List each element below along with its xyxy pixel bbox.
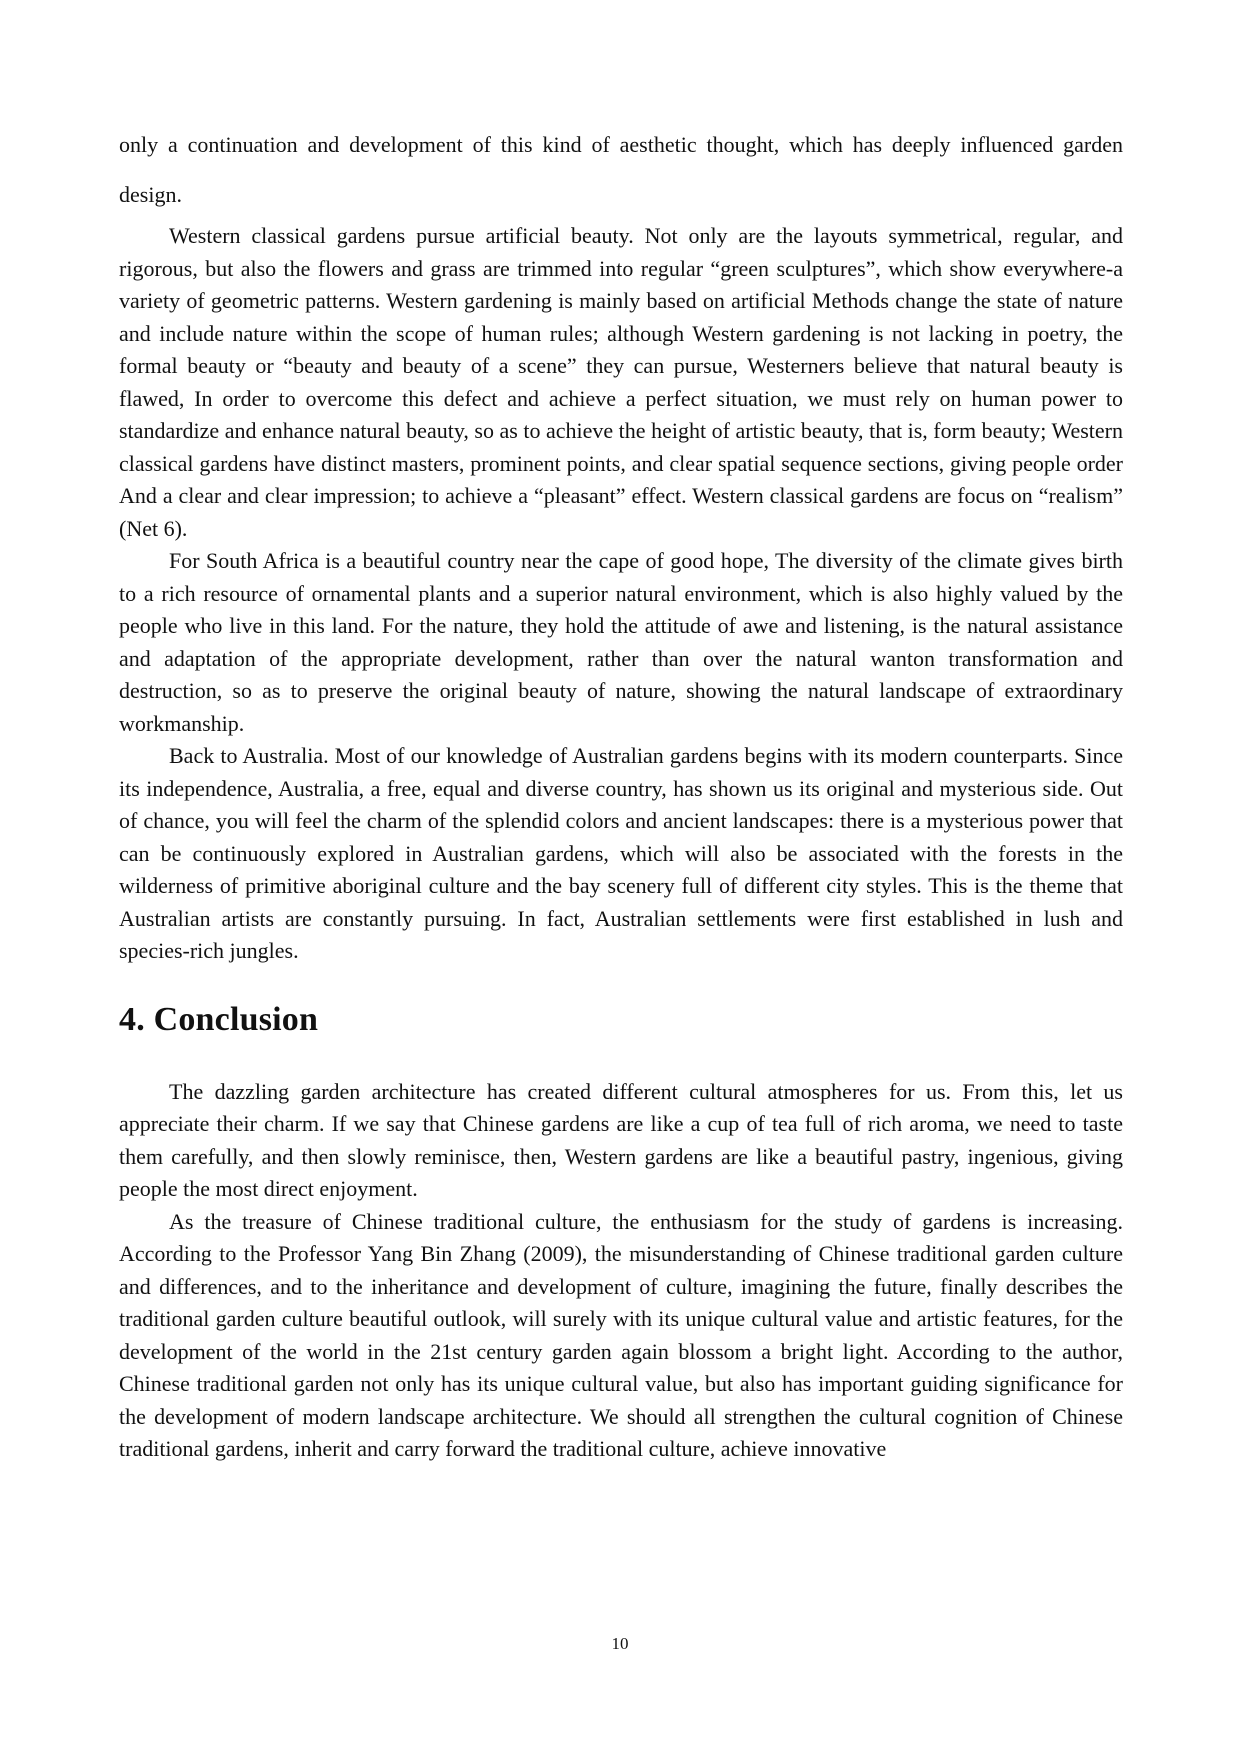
page-content — [119, 126, 1123, 1466]
section-heading-conclusion: 4. Conclusion — [119, 1000, 319, 1038]
paragraph-conclusion-intro: The dazzling garden architecture has created different cultural atmospheres for us. From this, let us appreciate their charm. If we say that Chinese gardens are like a cup of tea full of rich aroma, we need to taste them carefully, and then slowly reminisce, then, Western gardens are like a beautiful pastry, ingenious, giving people the most direct enjoyment. — [119, 1078, 1123, 1201]
paragraph-south-africa: For South Africa is a beautiful country near the cape of good hope, The diversity of the climate gives birth to a rich resource of ornamental plants and a superior natural environment, which is also highly valued by the people who live in this land. For the nature, they hold the attitude of awe and listening, is the natural assistance and adaptation of the appropriate development, rather than over the natural wanton transformation and destruction, so as to preserve the original beauty of nature, showing the natural landscape of extraordinary workmanship. — [119, 548, 1123, 736]
page-number: 10 — [611, 1634, 629, 1653]
paragraph-western-gardens: Western classical gardens pursue artificial beauty. Not only are the layouts symmetrical, regular, and rigorous, but also the flowers and grass are trimmed into regular “green sculptures”, which show everywhere-a variety of geometric patterns. Western gardening is mainly based on artificial Methods change the state of nature and include nature within the scope of human rules; although Western gardening is not lacking in poetry, the formal beauty or “beauty and beauty of a scene” they can pursue, Westerners believe that natural beauty is flawed, In order to overcome this defect and achieve a perfect situation, we must rely on human power to standardize and enhance natural beauty, so as to achieve the height of artistic beauty, that is, form beauty; Western classical gardens have distinct masters, prominent points, and clear spatial sequence sections, giving people order And a clear and clear impression; to achieve a “pleasant” effect. Western classical gardens are focus on “realism” (Net 6). — [119, 223, 1123, 541]
paragraph-conclusion-treasure: As the treasure of Chinese traditional culture, the enthusiasm for the study of gardens is increasing. According to the Professor Yang Bin Zhang (2009), the misunderstanding of Chinese traditional garden culture and differences, and to the inheritance and development of culture, imagining the future, finally describes the traditional garden culture beautiful outlook, will surely with its unique cultural value and artistic features, for the development of the world in the 21st century garden again blossom a bright light. According to the author, Chinese traditional garden not only has its unique cultural value, but also has important guiding significance for the development of modern landscape architecture. We should all strengthen the cultural cognition of Chinese traditional gardens, inherit and carry forward the traditional culture, achieve innovative — [119, 1208, 1123, 1461]
paragraph-australia: Back to Australia. Most of our knowledge of Australian gardens begins with its modern counterparts. Since its independence, Australia, a free, equal and diverse country, has shown us its original and mysterious side. Out of chance, you will feel the charm of the splendid colors and ancient landscapes: there is a mysterious power that can be continuously explored in Australian gardens, which will also be associated with the forests in the wilderness of primitive aboriginal culture and the bay scenery full of different city styles. This is the theme that Australian artists are constantly pursuing. In fact, Australian settlements were first established in lush and species-rich jungles. — [119, 743, 1123, 963]
paragraph-continuation: only a continuation and development of this kind of aesthetic thought, which has deeply influenced garden design. — [119, 132, 1123, 207]
